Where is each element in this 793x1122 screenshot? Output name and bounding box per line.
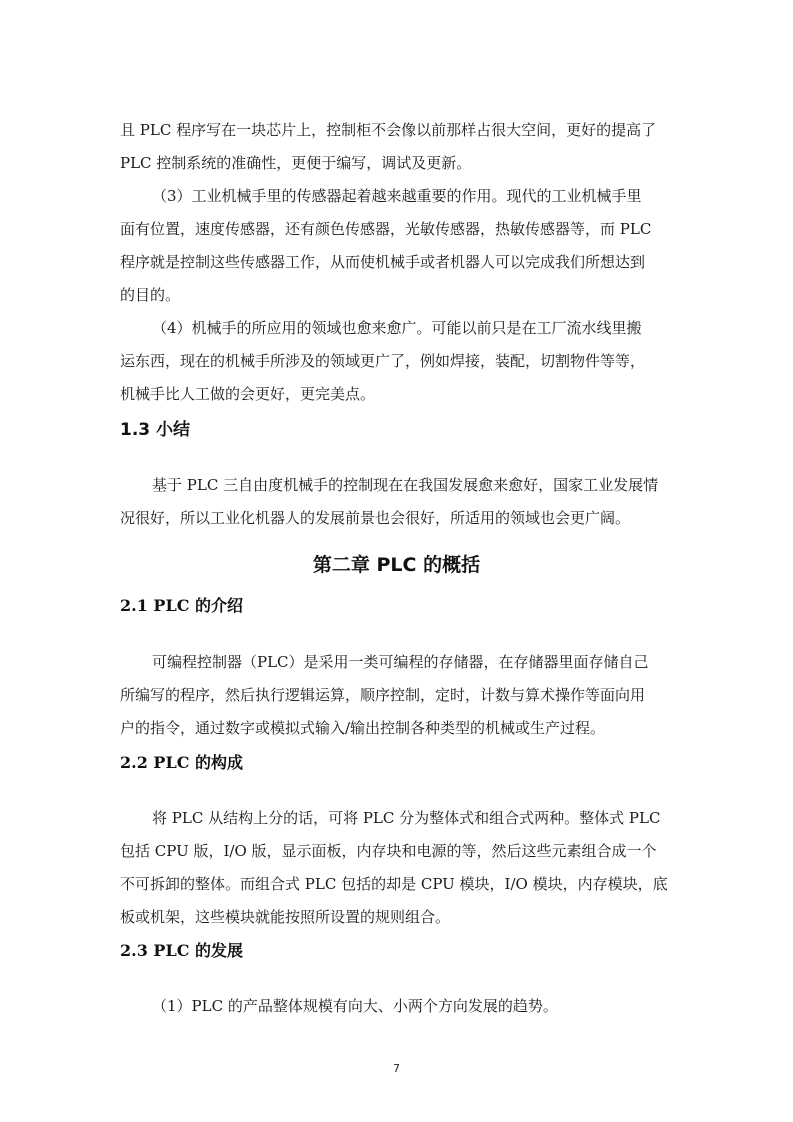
paragraph-line: 户的指令，通过数字或模拟式输入/输出控制各种类型的机械或生产过程。 [120,719,606,737]
paragraph-line: 况很好，所以工业化机器人的发展前景也会很好，所适用的领域也会更广阔。 [120,509,631,527]
section-heading-2-3: 2.3 PLC 的发展 [120,941,243,960]
paragraph-line: 将 PLC 从结构上分的话，可将 PLC 分为整体式和组合式两种。整体式 PLC [152,809,661,827]
section-heading-2-1: 2.1 PLC 的介绍 [120,596,243,615]
paragraph-line: 且 PLC 程序写在一块芯片上，控制柜不会像以前那样占很大空间，更好的提高了 [120,121,657,139]
paragraph-line: 包括 CPU 版，I/O 版，显示面板，内存块和电源的等，然后这些元素组合成一个 [120,842,657,860]
section-heading-1-3: 1.3 小结 [120,420,191,440]
paragraph-line: PLC 控制系统的准确性，更便于编写，调试及更新。 [120,154,472,172]
paragraph-line: 的目的。 [120,286,181,304]
paragraph-line: （1）PLC 的产品整体规模有向大、小两个方向发展的趋势。 [152,997,558,1015]
chapter-title: 第二章 PLC 的概括 [312,554,481,576]
paragraph-line: 程序就是控制这些传感器工作，从而使机械手或者机器人可以完成我们所想达到 [120,253,646,271]
paragraph-line: （3）工业机械手里的传感器起着越来越重要的作用。现代的工业机械手里 [152,187,642,205]
paragraph-line: 可编程控制器（PLC）是采用一类可编程的存储器，在存储器里面存储自己 [152,653,649,671]
paragraph-line: 基于 PLC 三自由度机械手的控制现在在我国发展愈来愈好，国家工业发展情 [152,476,659,494]
paragraph-line: （4）机械手的所应用的领域也愈来愈广。可能以前只是在工厂流水线里搬 [152,319,642,337]
paragraph-line: 不可拆卸的整体。而组合式 PLC 包括的却是 CPU 模块，I/O 模块，内存模块，底 [120,875,668,893]
section-heading-2-2: 2.2 PLC 的构成 [120,753,243,772]
paragraph-line: 所编写的程序，然后执行逻辑运算，顺序控制，定时，计数与算术操作等面向用 [120,686,646,704]
paragraph-line: 运东西，现在的机械手所涉及的领域更广了，例如焊接，装配，切割物件等等， [120,352,646,370]
paragraph-line: 机械手比人工做的会更好，更完美点。 [120,385,376,403]
paragraph-line: 板或机架，这些模块就能按照所设置的规则组合。 [120,908,451,926]
paragraph-line: 面有位置，速度传感器，还有颜色传感器，光敏传感器，热敏传感器等，而 PLC [120,220,652,238]
page-number: 7 [393,1062,400,1075]
